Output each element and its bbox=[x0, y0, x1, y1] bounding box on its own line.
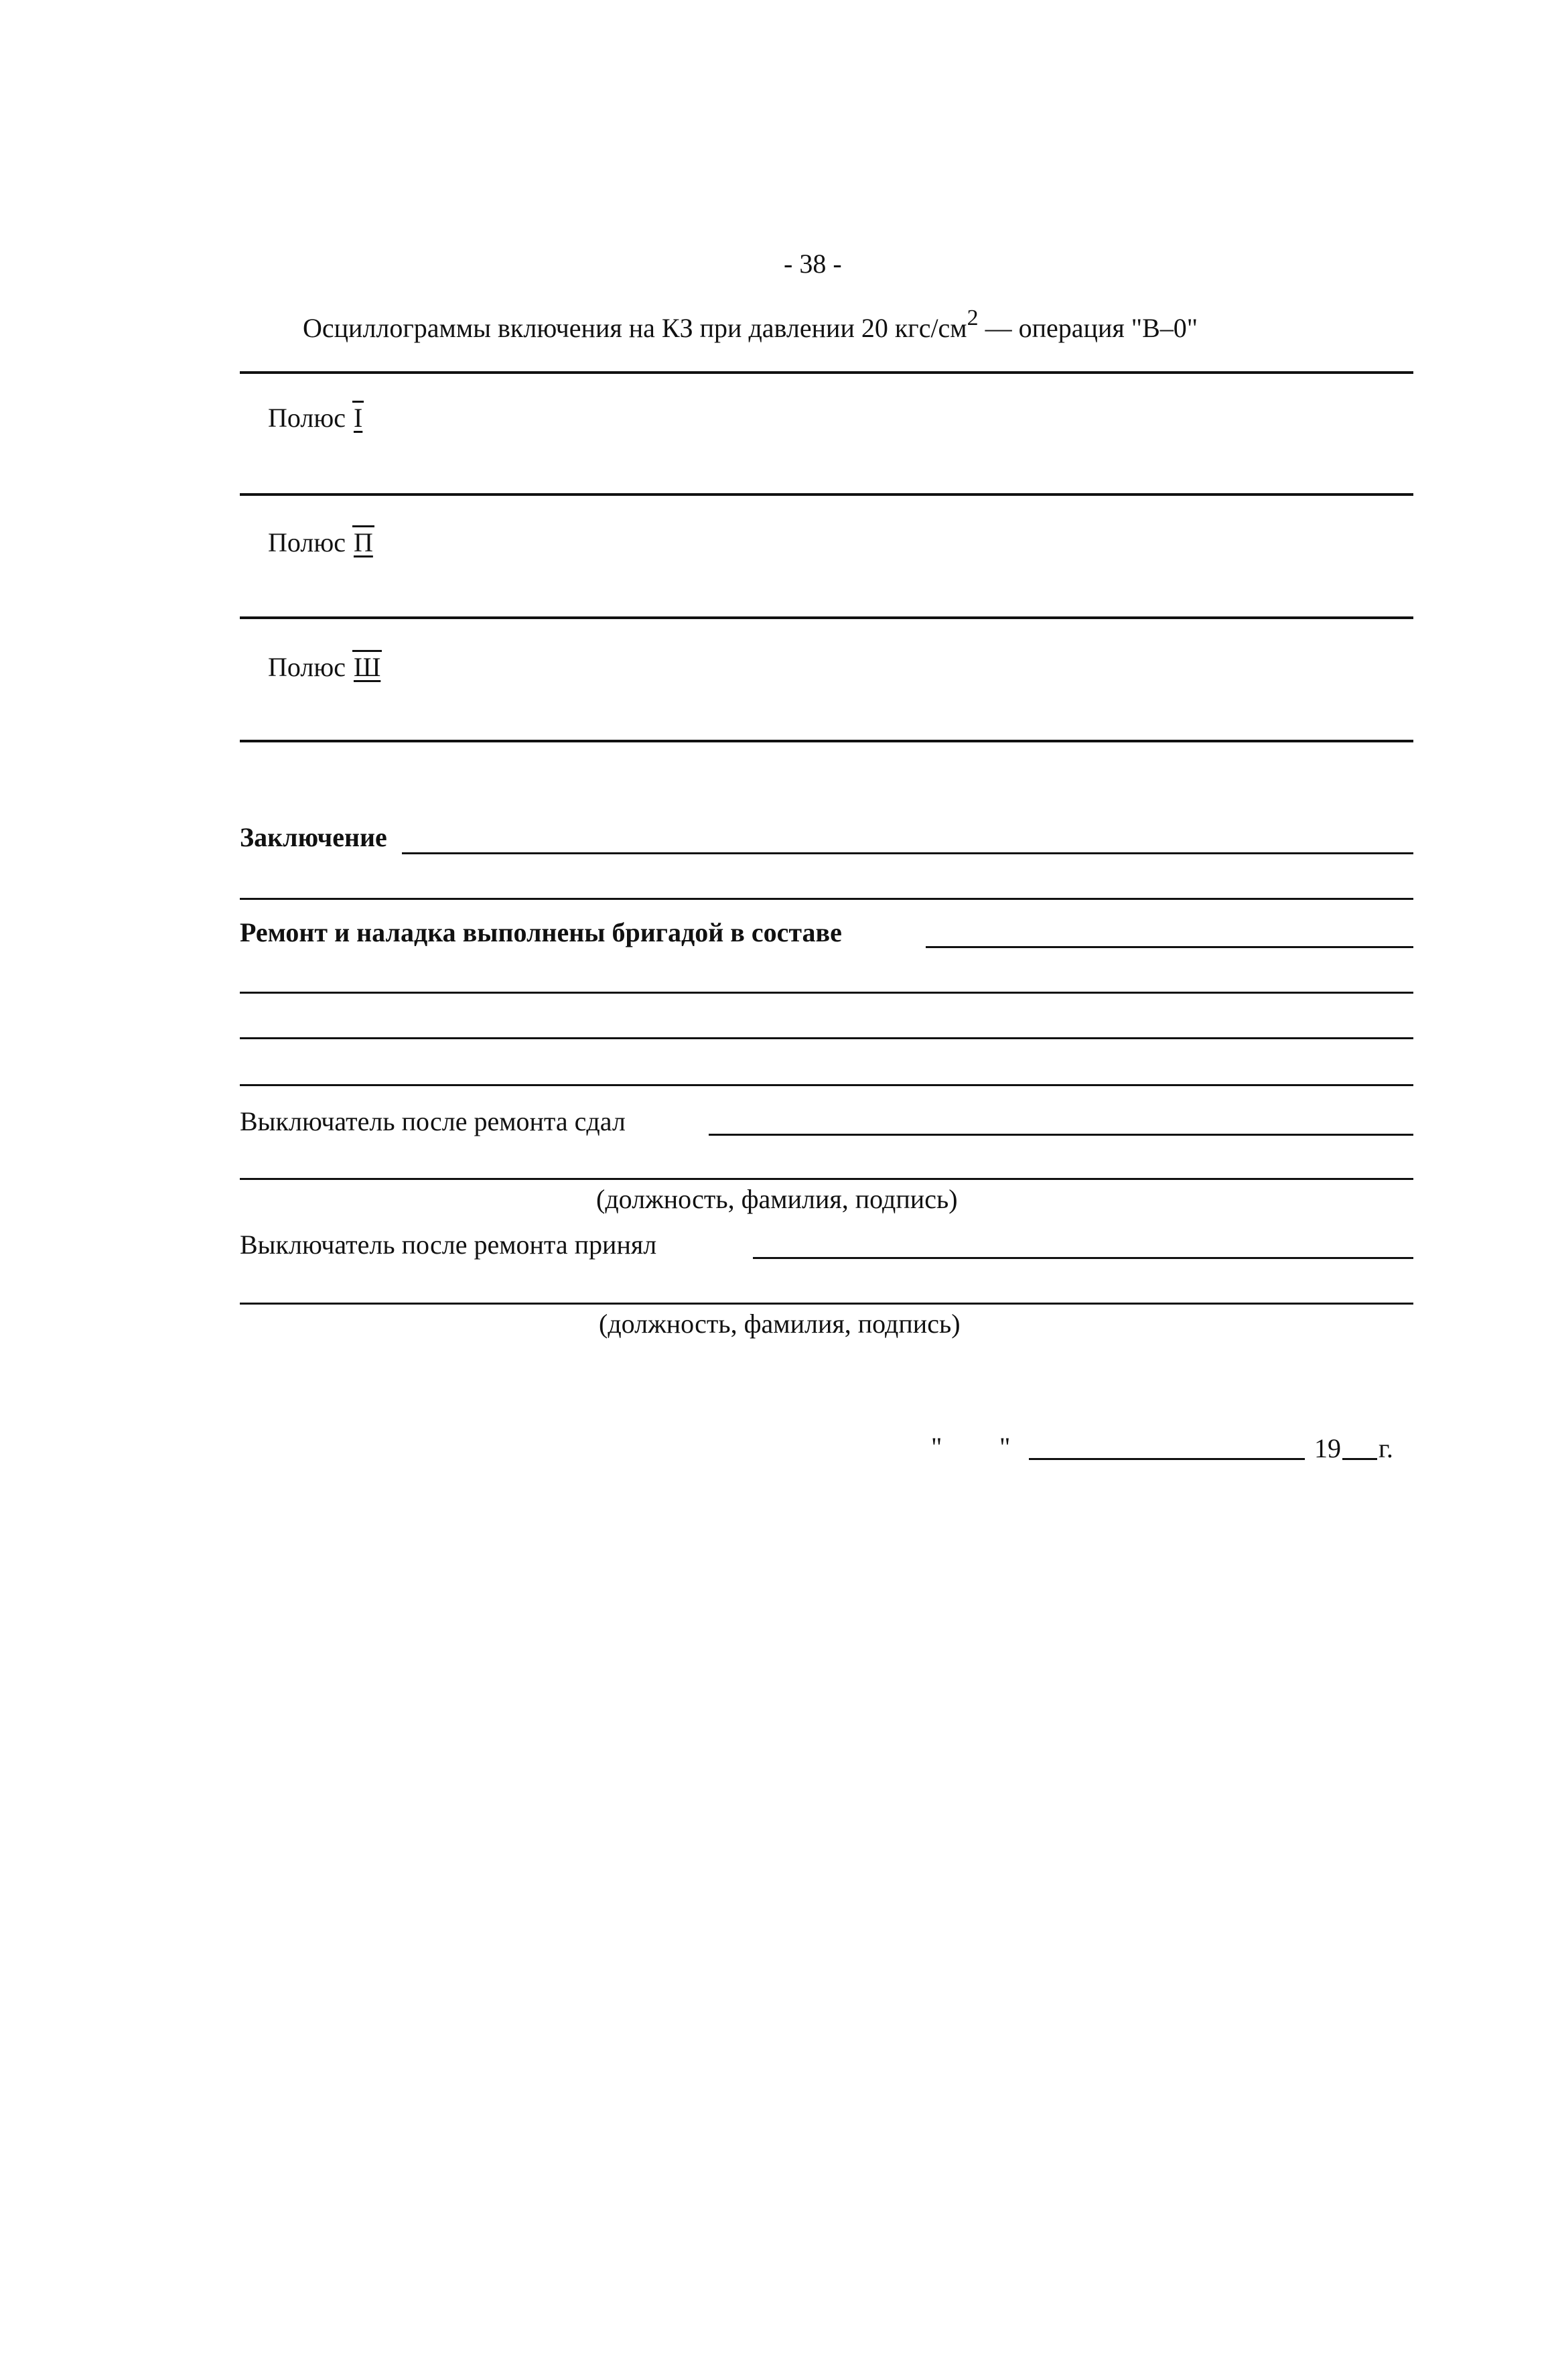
pole-3-text: Полюс bbox=[268, 652, 346, 682]
brigade-line-4[interactable] bbox=[240, 1084, 1413, 1086]
date-year-prefix: 19 bbox=[1314, 1433, 1341, 1463]
oscillogram-top-rule bbox=[240, 371, 1413, 374]
brigade-label: Ремонт и наладка выполнены бригадой в составе bbox=[240, 917, 842, 947]
accepted-label: Выключатель после ремонта принял bbox=[240, 1230, 657, 1260]
conclusion-line[interactable] bbox=[402, 852, 1413, 854]
pole-2-rule bbox=[240, 616, 1413, 619]
pole-1-label bbox=[268, 405, 364, 432]
handed-over-label: Выключатель после ремонта сдал bbox=[240, 1106, 626, 1136]
page-title bbox=[303, 306, 1198, 343]
brigade-line[interactable] bbox=[926, 946, 1413, 948]
title-superscript: 2 bbox=[967, 306, 979, 330]
brigade-line-2[interactable] bbox=[240, 992, 1413, 994]
pole-1-numeral: I bbox=[352, 401, 364, 433]
conclusion-label: Заключение bbox=[240, 822, 387, 852]
handed-over-line[interactable] bbox=[709, 1134, 1413, 1136]
title-main: Осциллограммы включения на КЗ при давлении 20 кгс/см bbox=[303, 313, 967, 343]
pole-3-rule bbox=[240, 740, 1413, 742]
date-month-line[interactable] bbox=[1029, 1458, 1305, 1460]
conclusion-line-2[interactable] bbox=[240, 898, 1413, 900]
date-day-line[interactable] bbox=[946, 1458, 991, 1460]
date-quote-close: " bbox=[999, 1432, 1011, 1462]
accepted-line-2[interactable] bbox=[240, 1303, 1413, 1305]
pole-2-label bbox=[268, 529, 374, 556]
pole-3-label bbox=[268, 654, 382, 681]
brigade-line-3[interactable] bbox=[240, 1037, 1413, 1039]
handed-over-line-2[interactable] bbox=[240, 1178, 1413, 1180]
pole-1-text: Полюс bbox=[268, 403, 346, 433]
page-number: - 38 - bbox=[784, 249, 842, 279]
date-year-line[interactable] bbox=[1342, 1458, 1377, 1460]
handed-over-caption: (должность, фамилия, подпись) bbox=[596, 1184, 958, 1214]
date-year-suffix: г. bbox=[1379, 1433, 1393, 1463]
pole-2-text: Полюс bbox=[268, 527, 346, 557]
pole-3-numeral: Ш bbox=[352, 650, 382, 682]
pole-1-rule bbox=[240, 493, 1413, 496]
accepted-line[interactable] bbox=[753, 1257, 1413, 1259]
pole-2-numeral: П bbox=[352, 525, 374, 557]
date-quote-open: " bbox=[931, 1432, 942, 1462]
accepted-caption: (должность, фамилия, подпись) bbox=[599, 1309, 961, 1339]
title-rest: — операция "В–0" bbox=[985, 313, 1198, 343]
